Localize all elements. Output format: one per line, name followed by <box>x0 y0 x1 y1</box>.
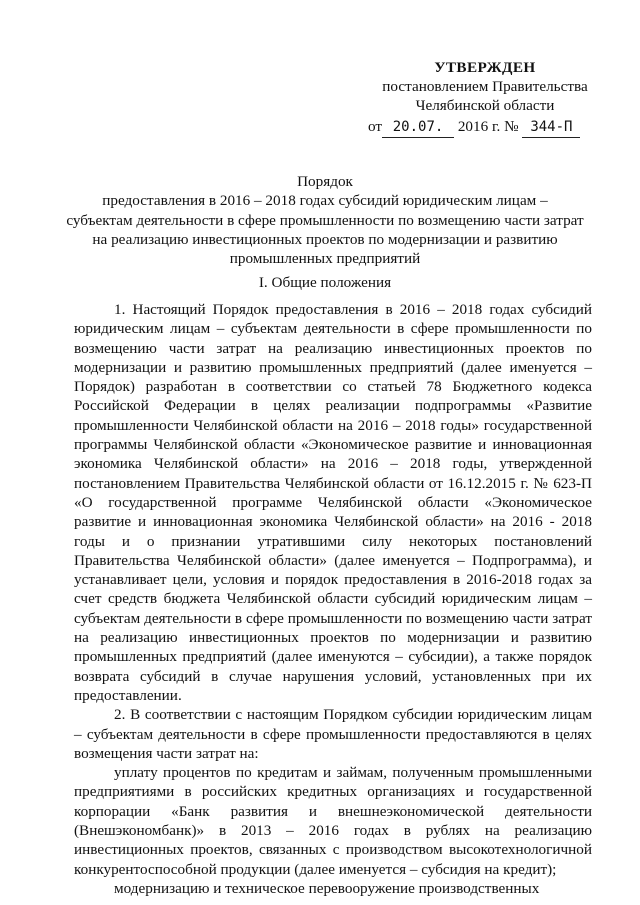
approval-date-line <box>360 117 610 138</box>
document-body <box>74 300 592 898</box>
approval-date: 20.07. <box>382 118 454 138</box>
paragraph-3: уплату процентов по кредитам и займам, полученным промышленными предприятиями в российских кредитных организациях и государственной корпорации «Банк развития и внешнеэкономической деятельности (Внешэкономбанк)» в 2013 – 2016 годах в рублях на реализацию инвестиционных проектов, связанных с производством высокотехнологичной конкурентоспособной продукции (далее именуется – субсидия на кредит); <box>74 764 592 878</box>
approval-line-2: Челябинской области <box>415 97 555 114</box>
approval-prefix: от <box>368 118 383 135</box>
heading-line-3: на реализацию инвестиционных проектов по модернизации и развитию <box>92 230 558 248</box>
paragraph-4: модернизацию и техническое перевооружение производственных <box>114 879 540 897</box>
paragraph-2: 2. В соответствии с настоящим Порядком субсидии юридическим лицам – субъектам деятельности в сфере промышленности предоставляются в целях возмещения части затрат на: <box>74 706 592 762</box>
approval-stamp-block <box>360 58 610 138</box>
heading-line-2: субъектам деятельности в сфере промышленности по возмещению части затрат <box>66 211 584 229</box>
section-title: I. Общие положения <box>258 274 392 291</box>
approval-number: 344-П <box>522 118 580 138</box>
approval-line-1: постановлением Правительства <box>382 78 588 95</box>
approval-title: УТВЕРЖДЕН <box>434 59 536 76</box>
heading-line-1: предоставления в 2016 – 2018 годах субсидий юридическим лицам – <box>102 192 548 210</box>
document-heading <box>60 172 590 268</box>
heading-line-4: промышленных предприятий <box>229 250 421 268</box>
approval-year-text: 2016 г. № <box>457 118 519 135</box>
heading-title: Порядок <box>297 173 353 190</box>
paragraph-1: 1. Настоящий Порядок предоставления в 2016 – 2018 годах субсидий юридическим лицам – субъектам деятельности в сфере промышленности по возмещению части затрат на реализацию инвестиционных проектов по модернизации и развитию промышленных предприятий (далее именуется – Порядок) разработан в соответствии со статьей 78 Бюджетного кодекса Российской Федерации в целях реализации подпрограммы «Развитие промышленности Челябинской области на 2016 – 2018 годы» государственной программы Челябинской области «Экономическое развитие и инновационная экономика Челябинской области» на 2016 – 2018 годы, утвержденной постановлением Правительства Челябинской области от 16.12.2015 г. № 623-П «О государственной программе Челябинской области «Экономическое развитие и инновационная экономика Челябинской области» на 2016 - 2018 годы и о признании утратившими силу некоторых постановлений Правительства Челябинской области» (далее именуется – Подпрограмма), и устанавливает цели, условия и порядок предоставления в 2016-2018 годах за счет средств бюджета Челябинской области субсидий юридическим лицам – субъектам деятельности в сфере промышленности по возмещению части затрат на реализацию инвестиционных проектов по модернизации и развитию промышленных предприятий (далее именуются – субсидии), а также порядок возврата субсидий в случае нарушения условий, установленных при их предоставлении. <box>74 301 592 704</box>
